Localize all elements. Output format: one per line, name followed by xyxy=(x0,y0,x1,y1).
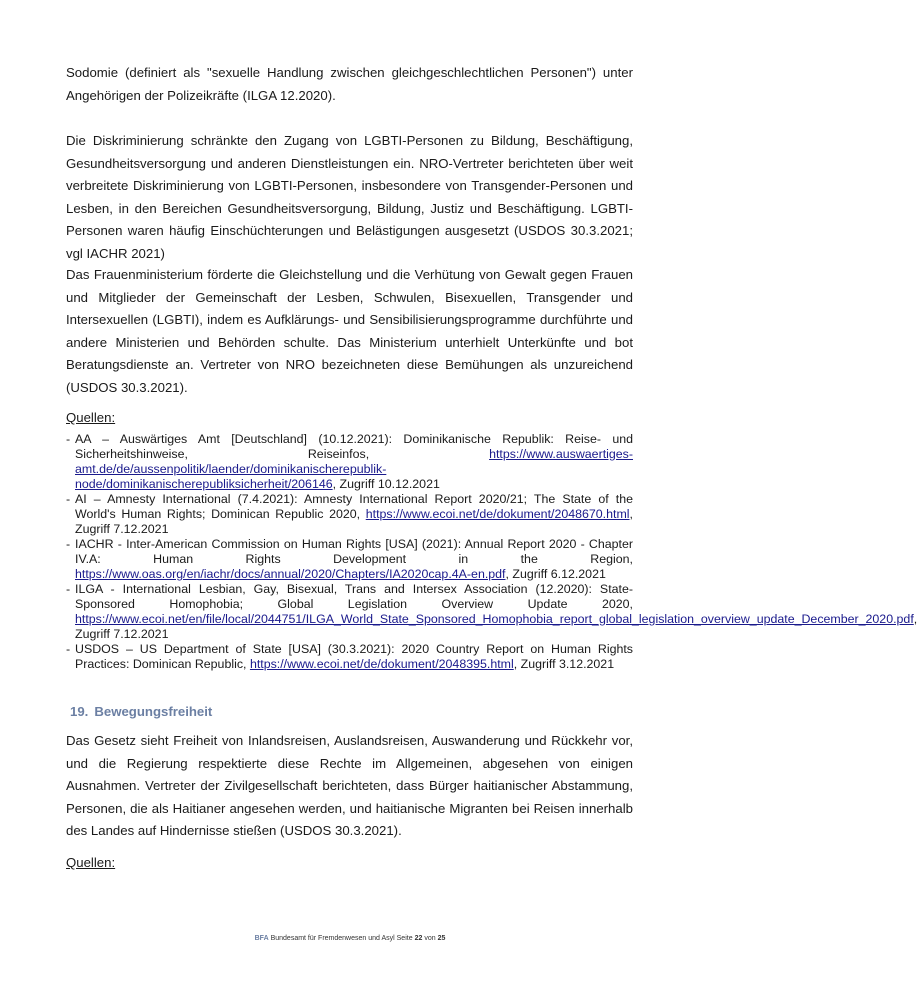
paragraph-sodomy: Sodomie (definiert als "sexuelle Handlung zwischen gleichgeschlechtlichen Personen") unter Angehörigen der Polizeikräfte (ILGA 12.2020). xyxy=(66,65,633,103)
list-dash: - xyxy=(66,582,71,596)
source-text: AI – Amnesty International (7.4.2021): Amnesty International Report 2020/21; The State of the World's Human Rights; Dominican Republic 2020, xyxy=(75,492,633,521)
source-access-date: , Zugriff 3.12.2021 xyxy=(513,657,615,671)
source-text: AA – Auswärtiges Amt [Deutschland] (10.12.2021): Dominikanische Republik: Reise- und Sicherheitshinweise, Reiseinfos, xyxy=(75,432,633,461)
footer-of: von xyxy=(424,935,436,942)
paragraph-women-ministry: Das Frauenministerium förderte die Gleichstellung und die Verhütung von Gewalt gegen Frauen und Mitglieder der Gemeinschaft der Lesben, Schwulen, Bisexuellen, Transgender und Intersexuellen (LGBTI), indem es Aufklärungs- und Sensibilisierungsprogramme durchführte und andere Ministerien und Behörden schulte. Das Ministerium unterhielt Unterkünfte und bot Beratungsdienste an. Vertreter von NRO bezeichneten diese Bemühungen als unzureichend (USDOS 30.3.2021). xyxy=(66,267,633,395)
footer-page-number: 22 xyxy=(414,935,423,942)
source-access-date: , Zugriff 6.12.2021 xyxy=(505,567,606,581)
source-text: ILGA - International Lesbian, Gay, Bisexual, Trans and Intersex Association (12.2020): State-Sponsored Homophobia; Global Legislation Overview Update 2020, xyxy=(75,582,633,611)
source-link[interactable]: https://www.oas.org/en/iachr/docs/annual/2020/Chapters/IA2020cap.4A-en.pdf xyxy=(75,567,506,581)
sources-list xyxy=(66,432,917,672)
section-number: 19. xyxy=(70,704,89,719)
source-item xyxy=(66,492,633,537)
paragraph-freedom-of-movement: Das Gesetz sieht Freiheit von Inlandsreisen, Auslandsreisen, Auswanderung und Rückkehr vor, und die Regierung respektierte diese Rechte im Allgemeinen, abgesehen von einigen Ausnahmen. Vertreter der Zivilgesellschaft berichteten, dass Bürger haitianischer Abstammung, Personen, die als Haitianer angesehen werden, und haitianische Migranten bei Reisen innerhalb des Landes auf Hindernisse stießen (USDOS 30.3.2021). xyxy=(66,733,633,839)
list-dash: - xyxy=(66,642,71,656)
source-link[interactable]: https://www.ecoi.net/de/dokument/2048670.html xyxy=(365,507,630,521)
list-dash: - xyxy=(66,432,71,446)
source-link[interactable]: https://www.auswaertiges-amt.de/de/aussenpolitik/laender/dominikanischerepublik-node/dominikanischerepubliksicherheit/206146 xyxy=(75,447,633,491)
footer-text: Bundesamt für Fremdenwesen und Asyl Seite xyxy=(270,935,413,942)
source-text: IACHR - Inter-American Commission on Human Rights [USA] (2021): Annual Report 2020 - Chapter IV.A: Human Rights Development in the Region, xyxy=(75,537,633,566)
source-item xyxy=(66,642,633,672)
paragraph-discrimination: Die Diskriminierung schränkte den Zugang von LGBTI-Personen zu Bildung, Beschäftigung, Gesundheitsversorgung und anderen Dienstleistungen ein. NRO-Vertreter berichteten über weit verbreitete Diskriminierung von LGBTI-Personen, insbesondere von Transgender-Personen und Lesben, in den Bereichen Gesundheitsversorgung, Bildung, Justiz und Beschäftigung. LGBTI-Personen waren häufig Einschüchterungen und Belästigungen ausgesetzt (USDOS 30.3.2021; vgl IACHR 2021) xyxy=(66,133,633,261)
section-heading xyxy=(70,704,212,719)
source-link[interactable]: https://www.ecoi.net/de/dokument/2048395.html xyxy=(249,657,514,671)
sources-label: Quellen: xyxy=(66,410,116,425)
sources-label: Quellen: xyxy=(66,855,116,870)
list-dash: - xyxy=(66,537,71,551)
footer-page-total: 25 xyxy=(437,935,446,942)
source-item xyxy=(66,537,633,582)
source-link[interactable]: https://www.ecoi.net/en/file/local/2044751/ILGA_World_State_Sponsored_Homophobia_report_global_legislation_overview_update_December_2020.pdf xyxy=(75,612,914,626)
list-dash: - xyxy=(66,492,71,506)
bfa-logo: BFA xyxy=(254,935,269,942)
page-footer xyxy=(0,935,700,942)
source-access-date: , Zugriff 7.12.2021 xyxy=(75,612,917,641)
section-title: Bewegungsfreiheit xyxy=(94,704,213,719)
source-item xyxy=(66,432,633,492)
source-text: USDOS – US Department of State [USA] (30.3.2021): 2020 Country Report on Human Rights Practices: Dominican Republic, xyxy=(75,642,633,671)
source-access-date: , Zugriff 10.12.2021 xyxy=(332,477,440,491)
source-access-date: , Zugriff 7.12.2021 xyxy=(75,507,633,536)
source-item xyxy=(66,582,917,642)
